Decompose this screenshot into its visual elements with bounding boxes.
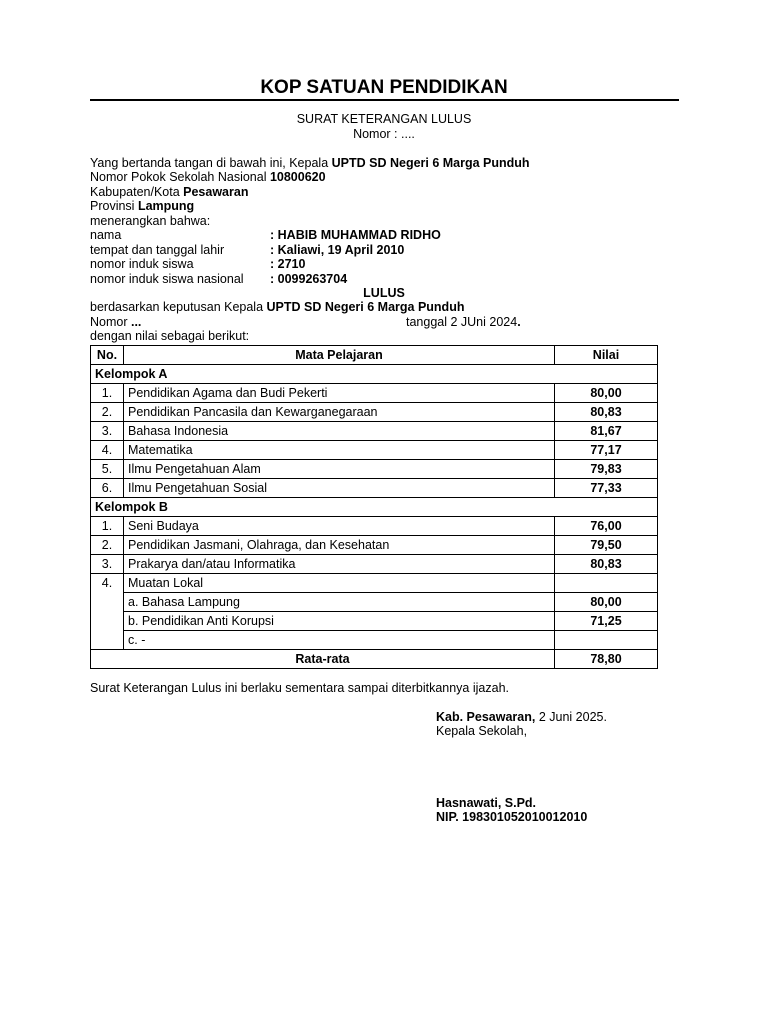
average-value: 78,80 — [555, 650, 658, 669]
npsn-value: 10800620 — [269, 170, 326, 184]
row-subject: Seni Budaya — [124, 517, 555, 536]
table-row — [91, 384, 658, 403]
school-name: UPTD SD Negeri 6 Marga Punduh — [331, 156, 530, 170]
row-no: 1. — [91, 517, 124, 536]
intro-line-2 — [90, 170, 326, 184]
row-value — [555, 574, 658, 593]
provinsi-label: Provinsi — [90, 199, 138, 213]
kop-title: KOP SATUAN PENDIDIKAN — [260, 77, 508, 98]
grades-table — [90, 345, 658, 669]
table-row — [91, 631, 658, 650]
signature-place-date — [436, 710, 607, 724]
decision-date-text: tanggal 2 JUni 2024 — [406, 315, 518, 329]
validity-note: Surat Keterangan Lulus ini berlaku sementara sampai diterbitkannya ijazah. — [90, 681, 509, 695]
decision-basis — [90, 300, 464, 314]
signature-date: 2 Juni 2025. — [535, 710, 607, 724]
row-subject: a. Bahasa Lampung — [124, 593, 555, 612]
row-value — [555, 631, 658, 650]
table-row — [91, 403, 658, 422]
npsn-label: Nomor Pokok Sekolah Nasional — [90, 170, 270, 184]
row-value: 80,83 — [555, 403, 658, 422]
row-no: 3. — [91, 555, 124, 574]
table-header-row — [91, 346, 658, 365]
average-row — [91, 650, 658, 669]
intro-text: Yang bertanda tangan di bawah ini, Kepala — [90, 156, 332, 170]
row-subject: Prakarya dan/atau Informatika — [124, 555, 555, 574]
table-row — [91, 422, 658, 441]
row-no: 3. — [91, 422, 124, 441]
row-value: 81,67 — [555, 422, 658, 441]
decision-text: berdasarkan keputusan Kepala — [90, 300, 267, 314]
table-row — [91, 612, 658, 631]
table-row — [91, 555, 658, 574]
header-subject: Mata Pelajaran — [124, 346, 555, 365]
kabupaten-label: Kabupaten/Kota — [90, 185, 184, 199]
average-label: Rata-rata — [91, 650, 555, 669]
muatan-lokal-label: Muatan Lokal — [124, 574, 555, 593]
document-title: SURAT KETERANGAN LULUS — [296, 112, 472, 126]
intro-line-5: menerangkan bahwa: — [90, 214, 211, 228]
row-value: 80,00 — [555, 384, 658, 403]
row-no: 6. — [91, 479, 124, 498]
row-value: 77,17 — [555, 441, 658, 460]
row-subject: c. - — [124, 631, 555, 650]
grades-intro: dengan nilai sebagai berikut: — [90, 329, 250, 343]
signer-nip: NIP. 198301052010012010 — [436, 810, 588, 824]
table-row — [91, 536, 658, 555]
kabupaten-value: Pesawaran — [183, 185, 249, 199]
student-name-label: nama — [90, 228, 122, 242]
row-subject: Pendidikan Jasmani, Olahraga, dan Kesehatan — [124, 536, 555, 555]
row-value: 77,33 — [555, 479, 658, 498]
row-value: 79,50 — [555, 536, 658, 555]
row-value: 71,25 — [555, 612, 658, 631]
student-nisn-value: : 0099263704 — [270, 272, 348, 286]
group-b-label: Kelompok B — [91, 498, 658, 517]
decision-number — [90, 315, 141, 329]
row-subject: Bahasa Indonesia — [124, 422, 555, 441]
row-subject: Matematika — [124, 441, 555, 460]
header-value: Nilai — [555, 346, 658, 365]
muatan-lokal-row — [91, 574, 658, 593]
row-value: 76,00 — [555, 517, 658, 536]
decision-date-dot: . — [517, 315, 521, 329]
row-subject: Pendidikan Agama dan Budi Pekerti — [124, 384, 555, 403]
row-no: 2. — [91, 536, 124, 555]
table-row — [91, 593, 658, 612]
graduation-status: LULUS — [363, 286, 405, 300]
header-no: No. — [91, 346, 124, 365]
student-birth-value: : Kaliawi, 19 April 2010 — [270, 243, 405, 257]
table-row — [91, 441, 658, 460]
decision-number-value: ... — [130, 315, 142, 329]
table-row — [91, 517, 658, 536]
row-subject: b. Pendidikan Anti Korupsi — [124, 612, 555, 631]
row-no: 2. — [91, 403, 124, 422]
signer-name: Hasnawati, S.Pd. — [436, 796, 537, 810]
intro-line-1 — [90, 156, 530, 170]
student-nis-value: : 2710 — [270, 257, 306, 271]
intro-line-3 — [90, 185, 248, 199]
decision-number-label: Nomor — [90, 315, 131, 329]
student-nisn-label: nomor induk siswa nasional — [90, 272, 244, 286]
row-subject: Pendidikan Pancasila dan Kewarganegaraan — [124, 403, 555, 422]
decision-date — [406, 315, 521, 329]
document-number: Nomor : .... — [353, 127, 415, 141]
group-a-row — [91, 365, 658, 384]
group-a-label: Kelompok A — [91, 365, 658, 384]
row-no: 4. — [91, 574, 124, 650]
row-value: 80,83 — [555, 555, 658, 574]
row-value: 80,00 — [555, 593, 658, 612]
row-subject: Ilmu Pengetahuan Alam — [124, 460, 555, 479]
table-row — [91, 479, 658, 498]
row-subject: Ilmu Pengetahuan Sosial — [124, 479, 555, 498]
row-no: 5. — [91, 460, 124, 479]
group-b-row — [91, 498, 658, 517]
intro-line-4 — [90, 199, 194, 213]
student-nis-label: nomor induk siswa — [90, 257, 194, 271]
decision-school: UPTD SD Negeri 6 Marga Punduh — [266, 300, 465, 314]
student-birth-label: tempat dan tanggal lahir — [90, 243, 225, 257]
table-row — [91, 460, 658, 479]
signature-position: Kepala Sekolah, — [436, 724, 528, 738]
header-rule — [90, 99, 679, 101]
row-no: 1. — [91, 384, 124, 403]
signature-place: Kab. Pesawaran, — [436, 710, 536, 724]
row-value: 79,83 — [555, 460, 658, 479]
provinsi-value: Lampung — [137, 199, 195, 213]
student-name-value: : HABIB MUHAMMAD RIDHO — [270, 228, 441, 242]
row-no: 4. — [91, 441, 124, 460]
